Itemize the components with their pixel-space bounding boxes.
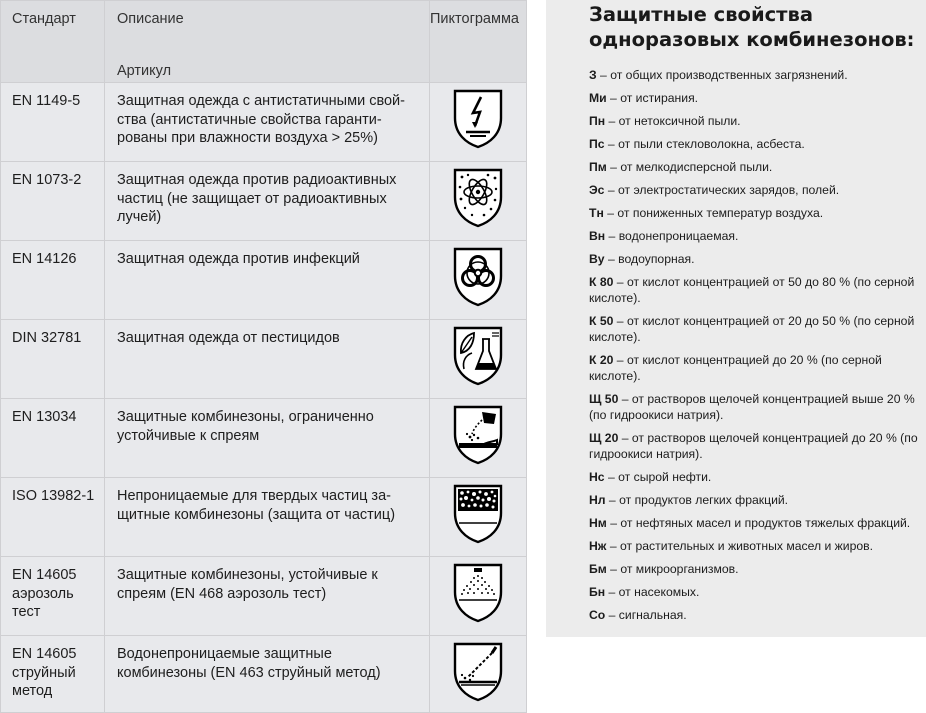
protection-legend-panel: [546, 0, 926, 637]
header-description-cell: [105, 1, 430, 83]
legend-text: – от пониженных температур воздуха.: [603, 206, 824, 220]
row-description: Защитная одежда против радиоактивных частиц (не защищает от радиоактивных лучей): [105, 162, 430, 241]
legend-code: К 80: [589, 275, 614, 289]
row-description: Защитные комбинезоны, ограниченно устойчивые к спреям: [105, 399, 430, 478]
table-row: [1, 557, 527, 636]
list-item: [589, 67, 919, 83]
list-item: [589, 469, 919, 485]
row-standard: EN 14126: [1, 241, 105, 320]
legend-text: – от растительных и животных масел и жиров.: [606, 539, 874, 553]
table-row: [1, 162, 527, 241]
legend-code: Пн: [589, 114, 606, 128]
header-standard: Стандарт: [12, 11, 76, 27]
list-item: [589, 352, 919, 384]
list-item: [589, 492, 919, 508]
legend-text: – от микроорганизмов.: [606, 562, 739, 576]
list-item: [589, 136, 919, 152]
row-pictogram: [430, 83, 527, 162]
row-description: Защитная одежда с антистатичными свой-ства (антистатичные свойства гаранти-рованы при влажности воздуха > 25%): [105, 83, 430, 162]
list-item: [589, 584, 919, 600]
legend-text: – от продуктов легких фракций.: [605, 493, 789, 507]
legend-code: Щ 20: [589, 431, 619, 445]
row-standard: EN 13034: [1, 399, 105, 478]
table-row: [1, 478, 527, 557]
table-row: [1, 320, 527, 399]
row-description: Водонепроницаемые защитные комбинезоны (EN 463 струйный метод): [105, 636, 430, 713]
header-article: Артикул: [117, 63, 172, 79]
row-pictogram: [430, 478, 527, 557]
legend-code: К 20: [589, 353, 614, 367]
legend-text: – сигнальная.: [605, 608, 687, 622]
legend-code: К 50: [589, 314, 614, 328]
list-item: [589, 538, 919, 554]
spray-test-icon: [452, 562, 504, 624]
row-pictogram: [430, 162, 527, 241]
row-standard: EN 1149-5: [1, 83, 105, 162]
legend-text: – от кислот концентрацией от 50 до 80 % (по серной кислоте).: [589, 275, 915, 305]
list-item: [589, 515, 919, 531]
header-pictogram: Пиктограмма: [430, 11, 519, 27]
legend-code: Тн: [589, 206, 604, 220]
list-item: [589, 251, 919, 267]
solid-particles-icon: [452, 483, 504, 545]
legend-text: – от кислот концентрацией до 20 % (по серной кислоте).: [589, 353, 882, 383]
row-description: Защитная одежда против инфекций: [105, 241, 430, 320]
legend-code: Эс: [589, 183, 605, 197]
header-description: Описание: [117, 11, 184, 27]
legend-code: Ву: [589, 252, 605, 266]
table-row: [1, 83, 527, 162]
row-description: Защитная одежда от пестицидов: [105, 320, 430, 399]
legend-text: – от мелкодисперсной пыли.: [606, 160, 773, 174]
legend-title: Защитные свойства одноразовых комбинезонов:: [589, 3, 915, 51]
list-item: [589, 313, 919, 345]
list-item: [589, 205, 919, 221]
legend-code: Со: [589, 608, 606, 622]
row-pictogram: [430, 320, 527, 399]
table-row: [1, 399, 527, 478]
table-row: [1, 636, 527, 713]
list-item: [589, 159, 919, 175]
pesticide-icon: [452, 325, 504, 387]
legend-code: Нс: [589, 470, 605, 484]
row-standard: ISO 13982-1: [1, 478, 105, 557]
limited-spray-icon: [452, 404, 504, 466]
legend-code: Бм: [589, 562, 607, 576]
legend-text: – от электростатических зарядов, полей.: [604, 183, 840, 197]
list-item: [589, 113, 919, 129]
row-standard: EN 14605 струйный метод: [1, 636, 105, 713]
row-pictogram: [430, 636, 527, 713]
row-pictogram: [430, 399, 527, 478]
jet-test-icon: [452, 641, 504, 703]
legend-code: Нж: [589, 539, 607, 553]
table-header-row: [1, 1, 527, 83]
list-item: [589, 561, 919, 577]
legend-list: [589, 67, 919, 630]
row-pictogram: [430, 241, 527, 320]
row-standard: DIN 32781: [1, 320, 105, 399]
list-item: [589, 391, 919, 423]
row-standard: EN 14605 аэрозоль тест: [1, 557, 105, 636]
row-description: Непроницаемые для твердых частиц за-щитные комбинезоны (защита от частиц): [105, 478, 430, 557]
list-item: [589, 90, 919, 106]
row-pictogram: [430, 557, 527, 636]
list-item: [589, 182, 919, 198]
legend-code: Ми: [589, 91, 607, 105]
legend-text: – водоупорная.: [604, 252, 695, 266]
row-standard: EN 1073-2: [1, 162, 105, 241]
legend-text: – от нефтяных масел и продуктов тяжелых фракций.: [606, 516, 911, 530]
legend-text: – от пыли стекловолокна, асбеста.: [604, 137, 805, 151]
row-description: Защитные комбинезоны, устойчивые к спреям (EN 468 аэрозоль тест): [105, 557, 430, 636]
legend-text: – от растворов щелочей концентрацией выше 20 % (по гидроокиси натрия).: [589, 392, 915, 422]
header-pictogram-cell: [430, 1, 527, 83]
legend-code: Щ 50: [589, 392, 619, 406]
legend-text: – от растворов щелочей концентрацией до 20 % (по гидроокиси натрия).: [589, 431, 918, 461]
legend-code: З: [589, 68, 597, 82]
legend-text: – от сырой нефти.: [604, 470, 712, 484]
radioactive-particles-icon: [452, 167, 504, 229]
table-row: [1, 241, 527, 320]
legend-code: Пс: [589, 137, 605, 151]
legend-text: – от общих производственных загрязнений.: [596, 68, 848, 82]
legend-code: Бн: [589, 585, 606, 599]
list-item: [589, 607, 919, 623]
legend-code: Пм: [589, 160, 607, 174]
legend-code: Нл: [589, 493, 606, 507]
legend-code: Вн: [589, 229, 606, 243]
legend-text: – от кислот концентрацией от 20 до 50 % (по серной кислоте).: [589, 314, 915, 344]
legend-text: – от истирания.: [606, 91, 699, 105]
legend-code: Нм: [589, 516, 607, 530]
antistatic-icon: [452, 88, 504, 150]
header-standard-cell: [1, 1, 105, 83]
biohazard-icon: [452, 246, 504, 308]
legend-text: – водонепроницаемая.: [605, 229, 739, 243]
list-item: [589, 430, 919, 462]
legend-text: – от насекомых.: [605, 585, 700, 599]
list-item: [589, 228, 919, 244]
legend-text: – от нетоксичной пыли.: [605, 114, 741, 128]
list-item: [589, 274, 919, 306]
